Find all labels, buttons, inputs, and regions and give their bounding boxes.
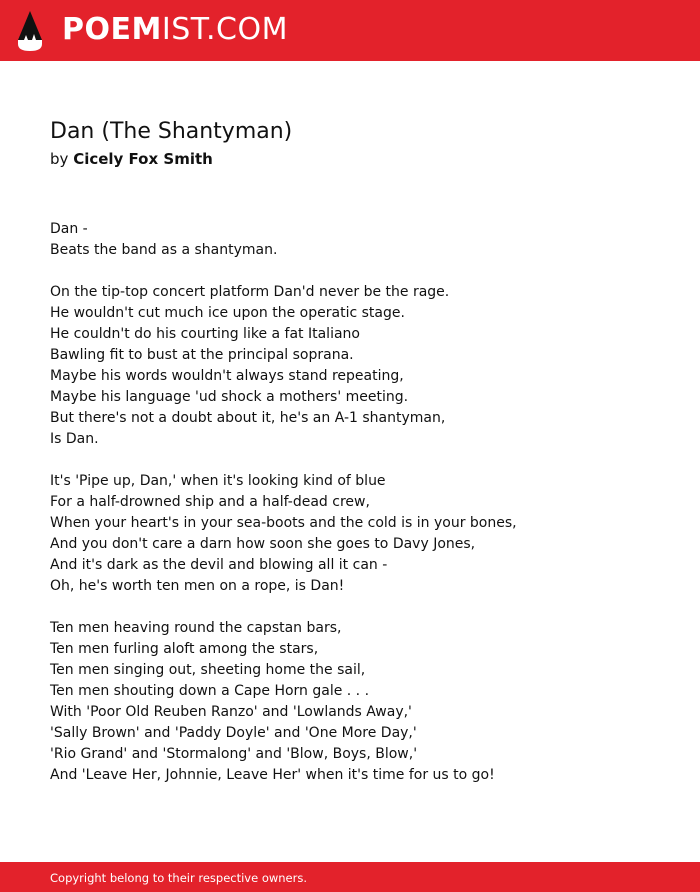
poem-line: It's 'Pipe up, Dan,' when it's looking kind of blue (50, 473, 386, 489)
poem-line: And it's dark as the devil and blowing all it can - (50, 557, 388, 573)
site-header (0, 0, 700, 61)
author-name: Cicely Fox Smith (73, 150, 213, 168)
poem-title: Dan (The Shantyman) (50, 119, 293, 144)
poem-line: And 'Leave Her, Johnnie, Leave Her' when it's time for us to go! (50, 767, 495, 783)
poem-line: But there's not a doubt about it, he's an A-1 shantyman, (50, 410, 446, 426)
poem-line: Dan - (50, 221, 88, 237)
poem-line: 'Rio Grand' and 'Stormalong' and 'Blow, Boys, Blow,' (50, 746, 418, 762)
poem-line: And you don't care a darn how soon she goes to Davy Jones, (50, 536, 476, 552)
poem-line: On the tip-top concert platform Dan'd never be the rage. (50, 284, 450, 300)
poem-line: Bawling fit to bust at the principal soprana. (50, 347, 354, 363)
poem-body (50, 219, 517, 807)
poem-line: Ten men singing out, sheeting home the sail, (50, 662, 366, 678)
site-footer (0, 862, 700, 892)
poem-line: Oh, he's worth ten men on a rope, is Dan! (50, 578, 345, 594)
poem-line: With 'Poor Old Reuben Ranzo' and 'Lowlands Away,' (50, 704, 412, 720)
poem-line: Beats the band as a shantyman. (50, 242, 278, 258)
poem-line: Ten men heaving round the capstan bars, (50, 620, 342, 636)
poem-line: 'Sally Brown' and 'Paddy Doyle' and 'One More Day,' (50, 725, 417, 741)
pencil-tip-icon[interactable] (17, 10, 43, 52)
stanza (50, 618, 517, 786)
byline (50, 149, 213, 169)
poem-line: He couldn't do his courting like a fat Italiano (50, 326, 360, 342)
poem-line: Maybe his language 'ud shock a mothers' meeting. (50, 389, 409, 405)
poem-line: Ten men furling aloft among the stars, (50, 641, 319, 657)
poem-line: Is Dan. (50, 431, 99, 447)
stanza (50, 219, 517, 261)
poem-line: For a half-drowned ship and a half-dead crew, (50, 494, 370, 510)
poem-line: Maybe his words wouldn't always stand repeating, (50, 368, 404, 384)
brand-bold: POEM (62, 12, 162, 47)
site-logo[interactable] (62, 12, 288, 48)
poem-line: When your heart's in your sea-boots and the cold is in your bones, (50, 515, 517, 531)
stanza (50, 282, 517, 450)
brand-light: IST.COM (161, 12, 288, 47)
stanza (50, 471, 517, 597)
poem-line: He wouldn't cut much ice upon the operatic stage. (50, 305, 405, 321)
copyright-text: Copyright belong to their respective owners. (50, 871, 308, 885)
poem-line: Ten men shouting down a Cape Horn gale . . . (50, 683, 370, 699)
by-label: by (50, 150, 69, 168)
